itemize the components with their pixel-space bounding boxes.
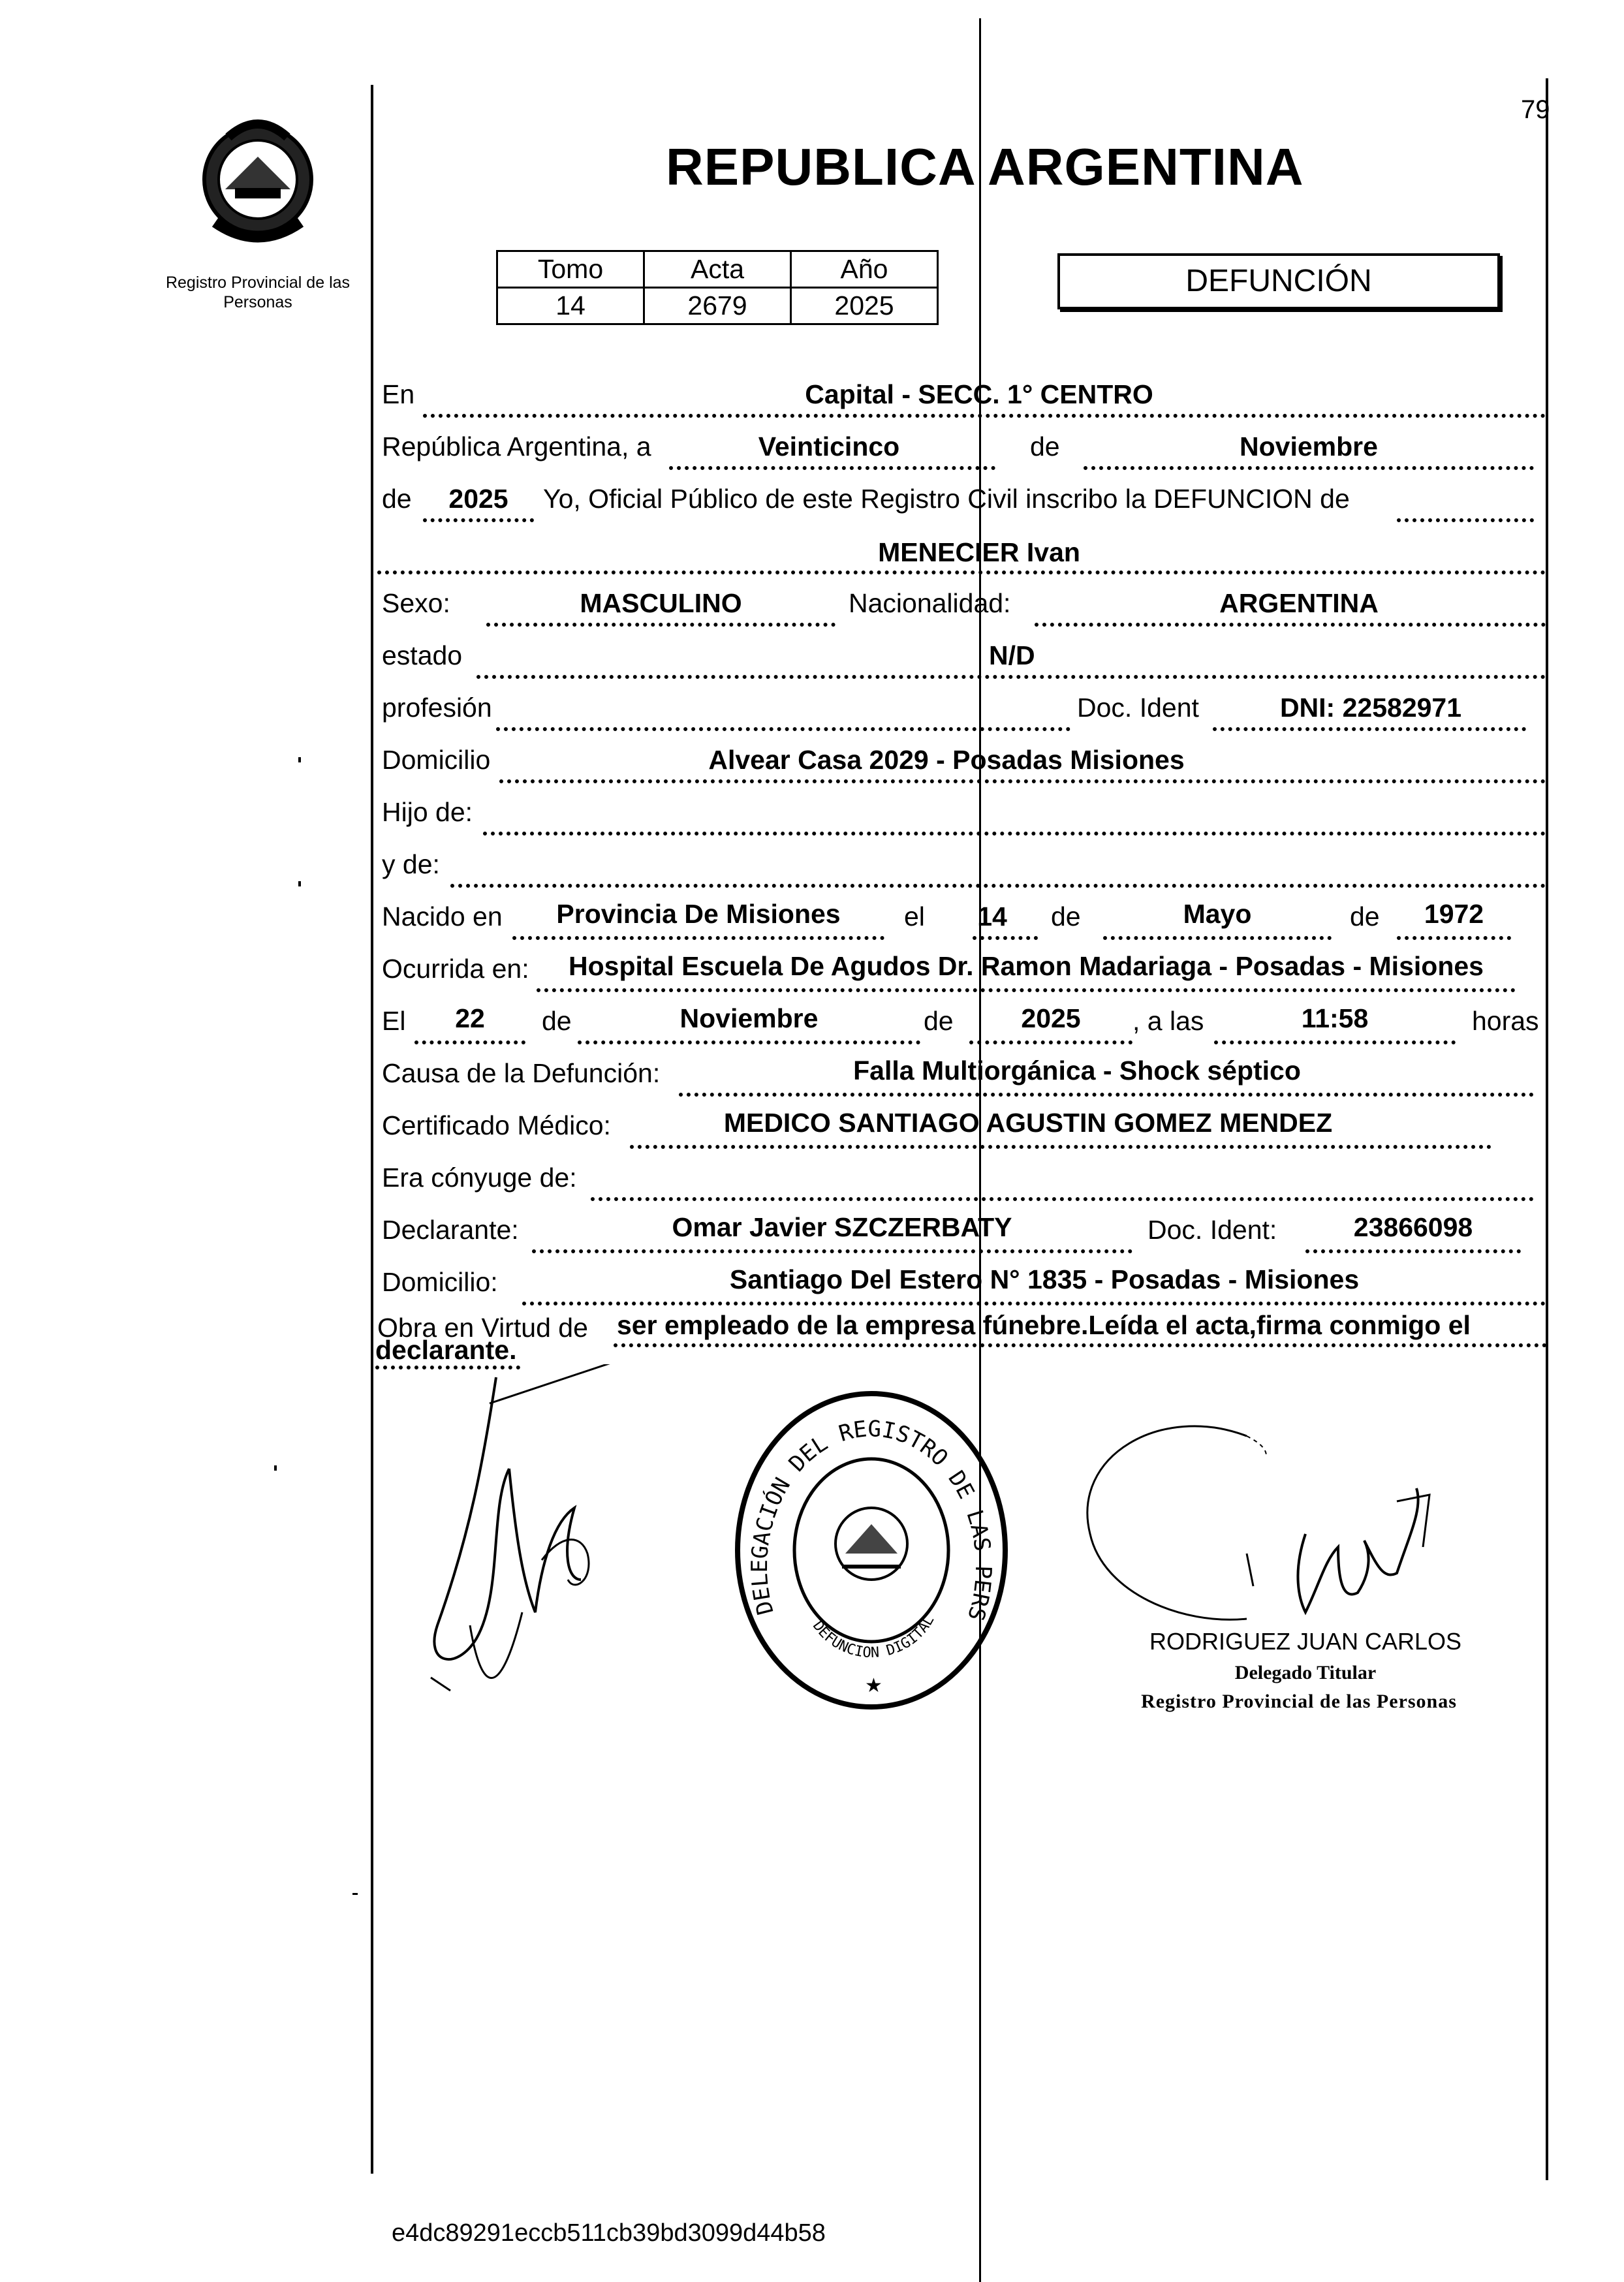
death-day: 22 (455, 1003, 485, 1033)
name-dots (377, 570, 1546, 574)
domicilio2-label: Domicilio: (382, 1267, 498, 1297)
death-month-dots (578, 1040, 920, 1044)
record-type-box: DEFUNCIÓN (1057, 253, 1500, 309)
estado-value: N/D (989, 640, 1035, 670)
svg-text:DEFUNCION DIGITAL (809, 1613, 937, 1661)
record-value-anio: 2025 (791, 288, 938, 324)
scan-mark (352, 1893, 358, 1895)
ocurrida-dots (537, 988, 1516, 992)
domicilio-value: Alvear Casa 2029 - Posadas Misiones (708, 745, 1185, 775)
cert-dots (630, 1145, 1491, 1149)
nacido-anio-dots (1397, 936, 1511, 940)
obra-dots-1 (614, 1343, 1547, 1347)
year-value: 2025 (448, 484, 508, 514)
doc2-label: Doc. Ident: (1148, 1215, 1277, 1245)
republica-label: República Argentina, a (382, 431, 651, 461)
cert-label: Certificado Médico: (382, 1110, 611, 1140)
misiones-emblem (189, 111, 326, 255)
nacido-dia-dots (973, 936, 1038, 940)
right-margin-line (1546, 78, 1548, 2180)
yde-label: y de: (382, 849, 440, 879)
nacionalidad-dots (1035, 623, 1546, 627)
month-value: Noviembre (1240, 431, 1378, 461)
alas-label: , a las (1132, 1006, 1204, 1036)
record-value-tomo: 14 (497, 288, 644, 324)
record-table (496, 250, 939, 325)
officer-role: Delegado Titular (1234, 1662, 1377, 1683)
record-header-tomo: Tomo (497, 251, 644, 288)
death-year-dots (969, 1040, 1132, 1044)
doc2-dots (1305, 1249, 1521, 1253)
deceased-name: MENECIER Ivan (878, 537, 1080, 567)
svg-text:★: ★ (865, 1674, 882, 1697)
declarant-signature (411, 1364, 659, 1710)
day-dots (669, 466, 995, 470)
causa-dots (679, 1093, 1534, 1097)
cert-value: MEDICO SANTIAGO AGUSTIN GOMEZ MENDEZ (723, 1108, 1333, 1138)
sexo-value: MASCULINO (580, 588, 742, 618)
causa-value: Falla Multiorgánica - Shock séptico (853, 1055, 1301, 1086)
nacido-lugar-dots (512, 936, 884, 940)
statement-dots (1397, 518, 1534, 522)
profesion-dots (496, 727, 1070, 731)
doc-dots (1213, 727, 1526, 731)
sexo-label: Sexo: (382, 588, 450, 618)
conyuge-dots (591, 1197, 1534, 1201)
death-day-dots (414, 1040, 525, 1044)
death-year: 2025 (1021, 1003, 1081, 1033)
conyuge-label: Era cónyuge de: (382, 1163, 577, 1193)
nacionalidad-value: ARGENTINA (1219, 588, 1379, 618)
nacido-dia: 14 (977, 901, 1007, 931)
officer-signature (1031, 1403, 1456, 1651)
obra-label: Obra en Virtud de (377, 1313, 588, 1343)
estado-label: estado (382, 640, 463, 670)
profesion-label: profesión (382, 693, 492, 723)
ocurrida-value: Hospital Escuela De Agudos Dr. Ramon Madariaga - Posadas - Misiones (569, 951, 1484, 981)
death-de2-label: de (924, 1006, 954, 1036)
el-label: el (904, 901, 925, 931)
domicilio-dots (499, 779, 1546, 783)
record-value-acta: 2679 (644, 288, 791, 324)
nacido-de1-label: de (1051, 901, 1081, 931)
left-margin-line (371, 85, 373, 2174)
stamp-inner-text: DEFUNCION DIGITAL (809, 1612, 938, 1662)
el2-label: El (382, 1006, 406, 1036)
document-title: REPUBLICA ARGENTINA (666, 138, 1304, 196)
statement-text: Yo, Oficial Público de este Registro Civil inscribo la DEFUNCION de (543, 484, 1350, 514)
hijo-dots (483, 832, 1546, 836)
record-header-anio: Año (791, 251, 938, 288)
officer-organization: Registro Provincial de las Personas (1141, 1691, 1457, 1712)
nacido-anio: 1972 (1424, 899, 1484, 929)
yde-dots (450, 884, 1546, 888)
doc2-value: 23866098 (1353, 1212, 1473, 1242)
nacido-lugar: Provincia De Misiones (556, 899, 841, 929)
nacionalidad-label: Nacionalidad: (849, 588, 1011, 618)
domicilio2-dots (522, 1302, 1546, 1305)
registry-stamp (728, 1377, 1015, 1717)
page-number: 79 (1521, 95, 1550, 124)
stamp-ring-text: DELEGACIÓN DEL REGISTRO DE LAS PERS (746, 1416, 997, 1624)
estado-dots (476, 675, 1546, 679)
death-month: Noviembre (679, 1003, 819, 1033)
nacido-mes: Mayo (1183, 899, 1252, 929)
declarante-value: Omar Javier SZCZERBATY (672, 1212, 1012, 1242)
declarante-dots (532, 1249, 1132, 1253)
domicilio-label: Domicilio (382, 745, 491, 775)
scan-mark (298, 757, 301, 762)
declarante-label: Declarante: (382, 1215, 519, 1245)
obra-line1: ser empleado de la empresa fúnebre.Leída el acta,firma conmigo el (617, 1310, 1471, 1340)
registry-caption: Registro Provincial de las Personas (165, 274, 351, 311)
ocurrida-label: Ocurrida en: (382, 954, 529, 984)
document-hash: e4dc89291eccb511cb39bd3099d44b58 (392, 2219, 826, 2247)
en-value: Capital - SECC. 1° CENTRO (805, 379, 1153, 409)
horas-label: horas (1472, 1006, 1539, 1036)
record-header-acta: Acta (644, 251, 791, 288)
nacido-label: Nacido en (382, 901, 503, 931)
officer-name: RODRIGUEZ JUAN CARLOS (1149, 1628, 1462, 1655)
doc-label: Doc. Ident (1077, 693, 1199, 723)
death-time-dots (1214, 1040, 1456, 1044)
hijo-label: Hijo de: (382, 797, 473, 827)
scan-mark (298, 881, 301, 886)
center-fold-line (979, 18, 981, 2282)
obra-line2: declarante. (375, 1335, 517, 1365)
month-dots (1084, 466, 1534, 470)
nacido-mes-dots (1103, 936, 1332, 940)
year-label: de (382, 484, 412, 514)
en-dots (423, 414, 1546, 418)
death-de1-label: de (542, 1006, 572, 1036)
causa-label: Causa de la Defunción: (382, 1058, 661, 1088)
svg-text:DELEGACIÓN DEL REGISTRO DE LAS (728, 1377, 996, 1623)
scan-mark (274, 1465, 277, 1471)
year-dots (423, 518, 534, 522)
de-label: de (1030, 431, 1060, 461)
sexo-dots (486, 623, 835, 627)
death-time: 11:58 (1301, 1003, 1369, 1033)
en-label: En (382, 379, 415, 409)
doc-value: DNI: 22582971 (1279, 693, 1462, 723)
nacido-de2-label: de (1350, 901, 1380, 931)
domicilio2-value: Santiago Del Estero N° 1835 - Posadas - Misiones (729, 1264, 1360, 1294)
day-words: Veinticinco (758, 431, 900, 461)
